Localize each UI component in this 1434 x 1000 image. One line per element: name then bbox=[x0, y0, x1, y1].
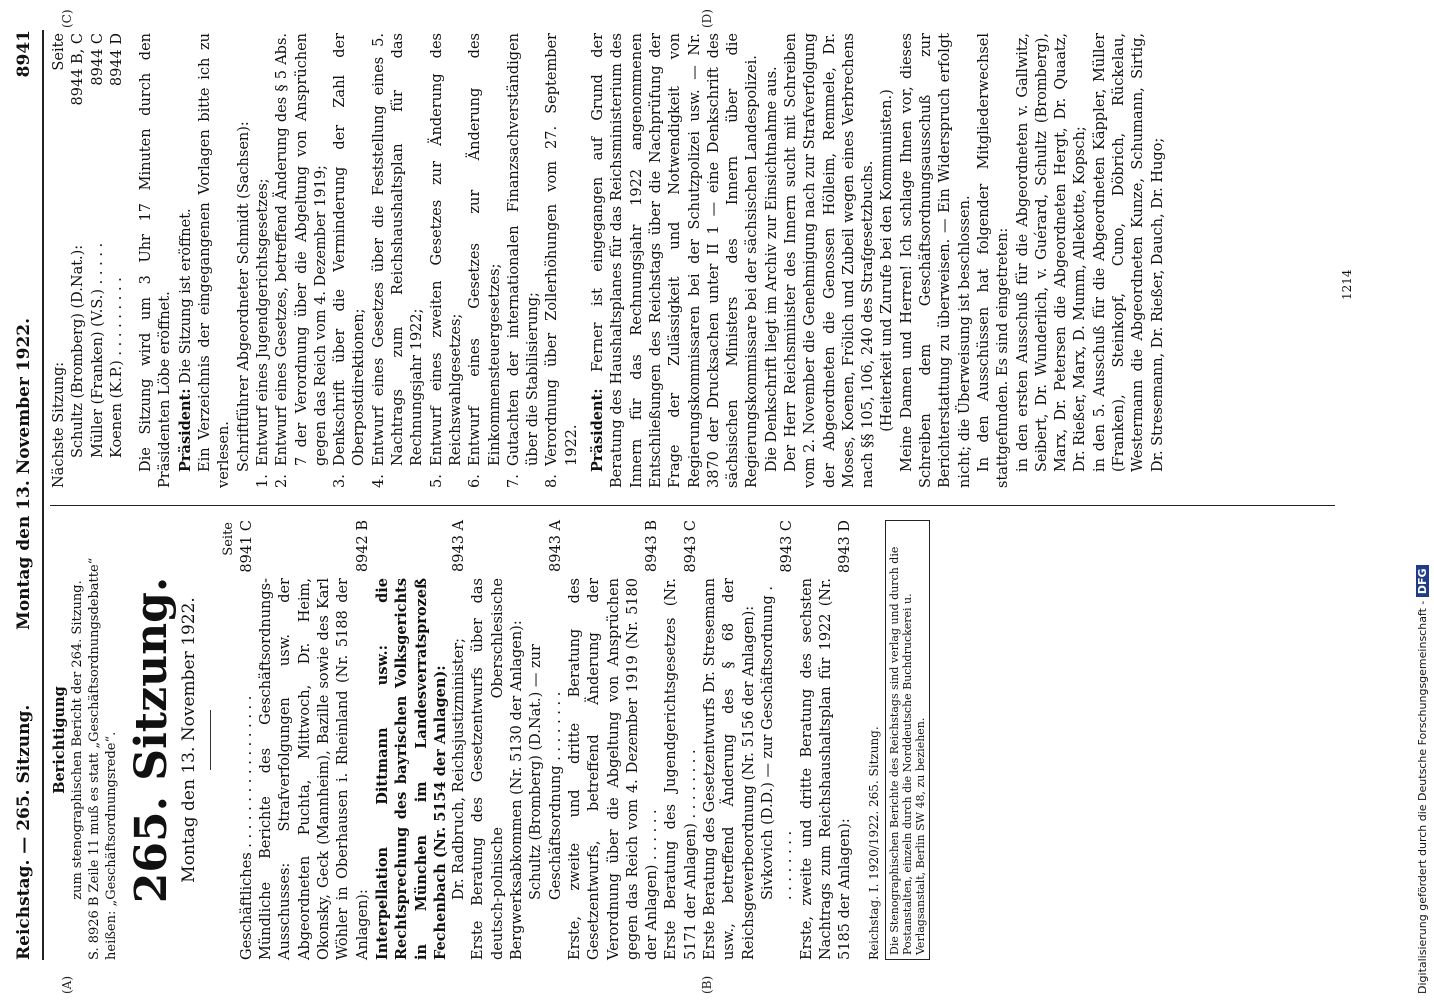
list-item: 7. Gutachten der internationalen Finanzsachverständigen über die Stabilisierung; bbox=[505, 33, 542, 488]
dfg-credit bbox=[1416, 565, 1429, 994]
correction-line-3: heißen: „Geschäftsordnungsrede“. bbox=[104, 731, 120, 960]
toc-entry: Erste, zweite und dritte Beratung des Gesetzentwurfs, betreffend Änderung der Verordnung über die Abgeltung von Ansprüchen gegen das Reich vom 4. Dezember 1919 (Nr. 5180 der Anlagen) . . . . . . 8943 B bbox=[566, 520, 661, 960]
header-date: Montag den 13. November 1922. bbox=[14, 317, 34, 630]
list-item: 2. Entwurf eines Gesetzes, betreffend Änderung des § 5 Abs. 7 der Verordnung über die Abgeltung von Ansprüchen gegen das Reich vom 4. Dezember 1919; bbox=[274, 33, 329, 488]
list-item: 6. Entwurf eines Gesetzes zur Änderung des Einkommensteuergesetzes; bbox=[467, 33, 503, 488]
running-header bbox=[14, 30, 38, 960]
correction-line-1: zum stenographischen Bericht der 264. Sitzung. bbox=[70, 580, 86, 900]
column-divider bbox=[50, 505, 1335, 506]
right-column bbox=[50, 33, 1168, 488]
dfg-logo: DFG bbox=[1416, 565, 1429, 597]
president-statement: Präsident: Ferner ist eingegangen auf Grund der Beratung des Haushaltsplanes für das Reichsministerium des Innern für das Rechnungsjahr 1922 angenommenen Entschließungen des Reichstags über die Nachprüfung der Frage der Zulässigkeit und Notwendigkeit von Regierungskommissaren bei der Schutzpolizei usw. — Nr. 3870 der Drucksachen unter II 1 — eine Denkschrift des sächsischen Ministers des Innern über die Regierungskommissare bei der sächsischen Landespolizei. bbox=[589, 32, 761, 488]
next-session-item: Schultz (Bromberg) (D.Nat.): 8944 B, C bbox=[70, 33, 87, 458]
toc-entry: Erste, zweite und dritte Beratung des sechsten Nachtrags zum Reichshaushaltsplan für 1922 (Nr. 5185 der Anlagen): 8943 D bbox=[798, 520, 854, 960]
header-rule bbox=[42, 30, 44, 960]
interjection: (Heiterkeit und Zurufe bei den Kommunisten.) bbox=[879, 89, 896, 432]
session-date: Montag den 13. November 1922. bbox=[179, 597, 200, 883]
paragraph: In den Ausschüssen hat folgender Mitgliederwechsel stattgefunden. Es sind eingetreten: bbox=[975, 33, 1012, 488]
margin-letter-a: (A) bbox=[60, 975, 74, 994]
margin-letter-b: (B) bbox=[700, 975, 714, 994]
next-session-item: Müller (Franken) (V.S.) . . . . . 8944 C bbox=[89, 33, 106, 458]
header-left: Reichstag. — 265. Sitzung. bbox=[14, 704, 34, 960]
left-column bbox=[50, 520, 930, 960]
next-session-item: Koenen (K.P.) . . . . . . . . . 8944 D bbox=[108, 33, 125, 458]
dfg-text: Digitalisierung gefördert durch die Deutsche Forschungsgemeinschaft - bbox=[1416, 600, 1429, 994]
correction-line-2: S. 8926 B Zeile 11 muß es statt „Geschäftsordnungsdebatte“ bbox=[87, 557, 103, 960]
next-seite-label: Seite bbox=[51, 33, 67, 71]
list-item: 3. Denkschrift über die Verminderung der Zahl der Oberpostdirektionen; bbox=[332, 33, 368, 488]
page-number: 8941 bbox=[14, 30, 34, 78]
toc-entry: Erste Beratung des Jugendgerichtsgesetzes (Nr. 5171 der Anlagen) . . . . . . . . 8943 C bbox=[663, 520, 699, 960]
toc-entry: Schultz (Bromberg) (D.Nat.) — zur Geschäftsordnung . . . . . . . . 8943 A bbox=[528, 520, 564, 900]
sheet-number: 1214 bbox=[1340, 269, 1354, 300]
correction-heading: Berichtigung bbox=[51, 686, 68, 794]
secretary-line: Schriftführer Abgeordneter Schmidt (Sachsen): bbox=[235, 121, 252, 472]
title-rule bbox=[210, 710, 211, 770]
president-remark: Präsident: Die Sitzung ist eröffnet. bbox=[176, 208, 194, 472]
bottom-line: Reichstag. I. 1920/1922. 265. Sitzung. bbox=[867, 726, 882, 960]
toc-entry: Interpellation Dittmann usw.: die Rechtsprechung des bayrischen Volksgerichts in München im Landesverratsprozeß Fechenbach (Nr. 5154 der Anlagen): bbox=[373, 578, 449, 960]
paragraph: Die Denkschrift liegt im Archiv zur Einsichtnahme aus. bbox=[763, 66, 780, 472]
next-session-label: Nächste Sitzung: bbox=[51, 361, 67, 488]
margin-letter-c: (C) bbox=[60, 9, 74, 28]
seite-label: Seite bbox=[220, 522, 236, 556]
list-item: 8. Verordnung über Zollerhöhungen vom 27. September 1922. bbox=[544, 33, 580, 488]
opening-text: Die Sitzung wird um 3 Uhr 17 Minuten durch den Präsidenten Löbe eröffnet. bbox=[138, 33, 174, 488]
toc-entry: Mündliche Berichte des Geschäftsordnungs-Ausschusses: Strafverfolgungen usw. der Abgeordneten Puchta, Mittwoch, Dr. Heim, Okonsky, Geck (Mannheim), Bazille sowie des Karl Wöhler in Oberhausen i. Rheinland (Nr. 5188 der Anlagen): 8942 B bbox=[258, 520, 371, 960]
paragraph: in den ersten Ausschuß für die Abgeordneten v. Gallwitz, Seibert, Dr. Wunderlich, v. Guérard, Schultz (Bromberg), Marx, Dr. Petersen die Abgeordneten Hergt, Dr. Quaatz, Dr. Rießer, Marx, D. Mumm, Allekotte, Kopsch; bbox=[1014, 33, 1089, 472]
paragraph: Meine Damen und Herren! Ich schlage Ihnen vor, dieses Schreiben dem Geschäftsordnungsausschuß zur Berichterstattung zu überweisen. — Ein Widerspruch erfolgt nicht; die Überweisung ist beschlossen. bbox=[898, 33, 973, 488]
toc-entry: Sivkovich (D.D.) — zur Geschäftsordnung . . . . . . . . . 8943 C bbox=[759, 520, 796, 900]
list-item: 5. Entwurf eines zweiten Gesetzes zur Änderung des Reichswahlgesetzes; bbox=[428, 33, 464, 488]
toc-entry: Erste Beratung des Gesetzentwurfs Dr. Stresemann usw., betreffend Änderung des § 68 der Reichsgewerbeordnung (Nr. 5156 der Anlagen): bbox=[702, 578, 757, 960]
session-title: 265. Sitzung. bbox=[126, 576, 178, 904]
margin-letter-d: (D) bbox=[700, 9, 714, 28]
toc-entry: Dr. Radbruch, Reichsjustizminister; 8943 A bbox=[451, 520, 468, 900]
paragraph: Der Herr Reichsminister des Innern sucht mit Schreiben vom 2. November die Genehmigung nach zur Strafverfolgung der Abgeordneten die Genossen Hölleim, Remmele, Dr. Moses, Koenen, Frölich und Zubeil wegen eines Verbrechens nach §§ 105, 106, 240 des Strafgesetzbuchs. bbox=[782, 33, 877, 488]
list-item: 1. Entwurf eines Jugendgerichtsgesetzes; bbox=[254, 178, 271, 488]
footnote-box: Die Stenographischen Berichte des Reichstags sind verlag und durch die Postanstalten, einzeln durch die Norddeutsche Buchdruckerei u. Verlagsanstalt, Berlin SW 48, zu beziehen. bbox=[885, 520, 930, 960]
list-item: 4. Entwurf eines Gesetzes über die Feststellung eines 5. Nachtrags zum Reichshaushaltsplan für das Rechnungsjahr 1922; bbox=[370, 33, 426, 488]
president-remark: Ein Verzeichnis der eingegangenen Vorlagen bitte ich zu verlesen. bbox=[197, 33, 233, 488]
next-session-header bbox=[50, 33, 69, 488]
toc-entry: Geschäftliches . . . . . . . . . . . . . . . . . 8941 C bbox=[238, 520, 255, 960]
paragraph: in den 5. Ausschuß für die Abgeordneten Käppler, Müller (Franken), Steinkopf, Cuno, Döbrich, Rückelau, Westermann die Abgeordneten Kunze, Schumann, Sirtig, Dr. Stresemann, Dr. Rießer, Dauch, Dr. Hugo; bbox=[1091, 33, 1166, 472]
toc-entry: Erste Beratung des Gesetzentwurfs über das deutsch-polnische Oberschlesische Bergwerksabkommen (Nr. 5130 der Anlagen): bbox=[470, 578, 526, 960]
